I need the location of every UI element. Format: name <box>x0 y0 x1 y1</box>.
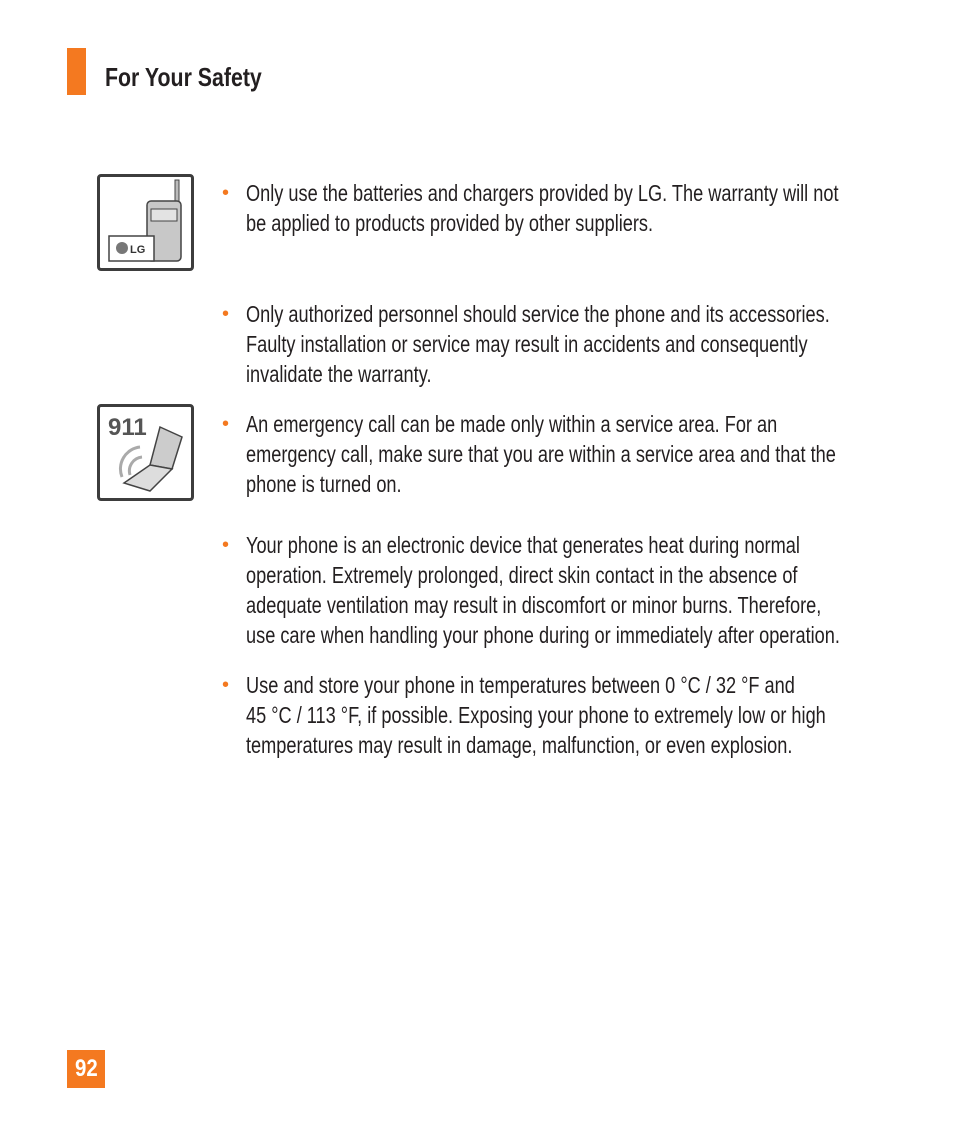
text-line: emergency call, make sure that you are within a service area and that the <box>246 441 836 467</box>
text-line: Only use the batteries and chargers provided by LG. The warranty will not <box>246 180 839 206</box>
text-line: operation. Extremely prolonged, direct skin contact in the absence of <box>246 562 798 588</box>
text-line: phone is turned on. <box>246 471 402 497</box>
text-line: adequate ventilation may result in discomfort or minor burns. Therefore, <box>246 592 822 618</box>
section-accent-bar <box>67 48 86 95</box>
bullet-glyph: • <box>222 534 230 556</box>
svg-text:LG: LG <box>130 244 146 256</box>
text-line: be applied to products provided by other suppliers. <box>246 210 654 236</box>
bullet-glyph: • <box>222 674 230 696</box>
page-number-text: 92 <box>74 1055 98 1082</box>
section-title: For Your Safety <box>105 62 262 92</box>
text-line: invalidate the warranty. <box>246 361 432 387</box>
bullet-glyph: • <box>222 182 230 204</box>
bullet-glyph: • <box>222 413 230 435</box>
emergency-911-phone-icon <box>97 404 194 501</box>
svg-text:911: 911 <box>108 414 147 441</box>
text-line: temperatures may result in damage, malfunction, or even explosion. <box>246 732 793 758</box>
text-line: Your phone is an electronic device that generates heat during normal <box>246 532 800 558</box>
text-line: use care when handling your phone during or immediately after operation. <box>246 622 840 648</box>
text-line: 45 °C / 113 °F, if possible. Exposing your phone to extremely low or high <box>246 702 826 728</box>
text-line: Only authorized personnel should service the phone and its accessories. <box>246 301 830 327</box>
lg-battery-phone-icon <box>97 174 194 271</box>
text-line: Faulty installation or service may result in accidents and consequently <box>246 331 808 357</box>
text-line: Use and store your phone in temperatures between 0 °C / 32 °F and <box>246 672 795 698</box>
page-number <box>67 1050 105 1088</box>
bullet-glyph: • <box>222 303 230 325</box>
text-line: An emergency call can be made only within a service area. For an <box>246 411 778 437</box>
